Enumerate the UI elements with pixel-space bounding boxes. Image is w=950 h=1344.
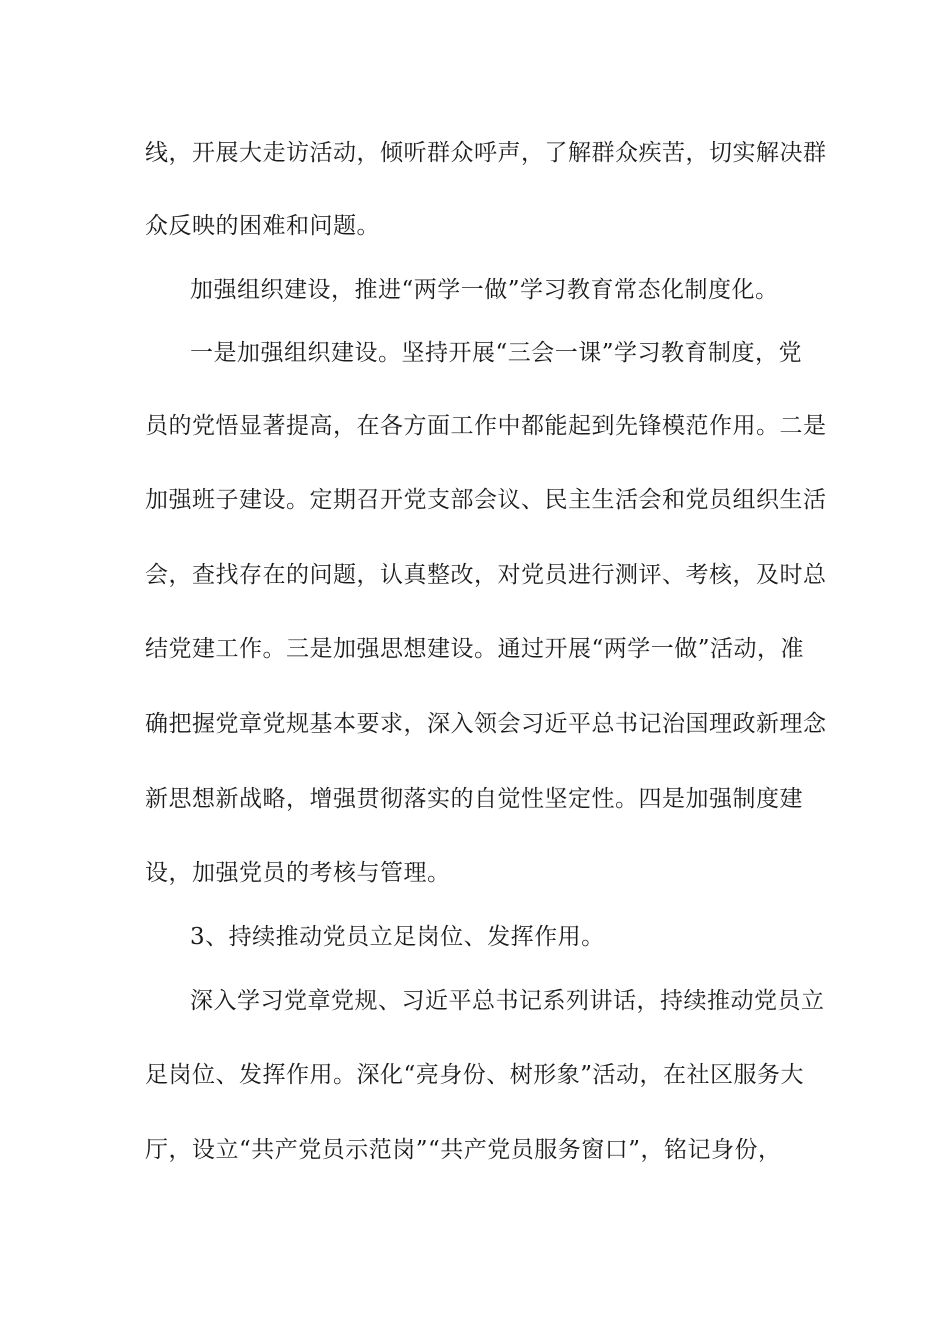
text-line: 确把握党章党规基本要求，深入领会习近平总书记治国理政新理念 bbox=[145, 711, 827, 737]
paragraph-heading: 加强组织建设，推进“两学一做”学习教育常态化制度化。 bbox=[190, 277, 779, 303]
text-line: 结党建工作。三是加强思想建设。通过开展“两学一做”活动，准 bbox=[145, 636, 805, 662]
text-line: 众反映的困难和问题。 bbox=[145, 213, 380, 239]
section-heading: 3、持续推动党员立足岗位、发挥作用。 bbox=[190, 924, 605, 950]
text-line: 足岗位、发挥作用。深化“亮身份、树形象”活动，在社区服务大 bbox=[145, 1062, 805, 1088]
text-line: 厅，设立“共产党员示范岗”“共产党员服务窗口”，铭记身份， bbox=[145, 1137, 782, 1163]
text-line: 一是加强组织建设。坚持开展“三会一课”学习教育制度，党 bbox=[190, 340, 803, 366]
text-line: 线，开展大走访活动，倾听群众呼声，了解群众疾苦，切实解决群 bbox=[145, 140, 827, 166]
text-line: 新思想新战略，增强贯彻落实的自觉性坚定性。四是加强制度建 bbox=[145, 786, 803, 812]
text-line: 深入学习党章党规、习近平总书记系列讲话，持续推动党员立 bbox=[190, 988, 825, 1014]
text-line: 员的党悟显著提高，在各方面工作中都能起到先锋模范作用。二是 bbox=[145, 413, 827, 439]
text-line: 会，查找存在的问题，认真整改，对党员进行测评、考核，及时总 bbox=[145, 562, 827, 588]
text-line: 加强班子建设。定期召开党支部会议、民主生活会和党员组织生活 bbox=[145, 487, 827, 513]
text-line: 设，加强党员的考核与管理。 bbox=[145, 860, 451, 886]
